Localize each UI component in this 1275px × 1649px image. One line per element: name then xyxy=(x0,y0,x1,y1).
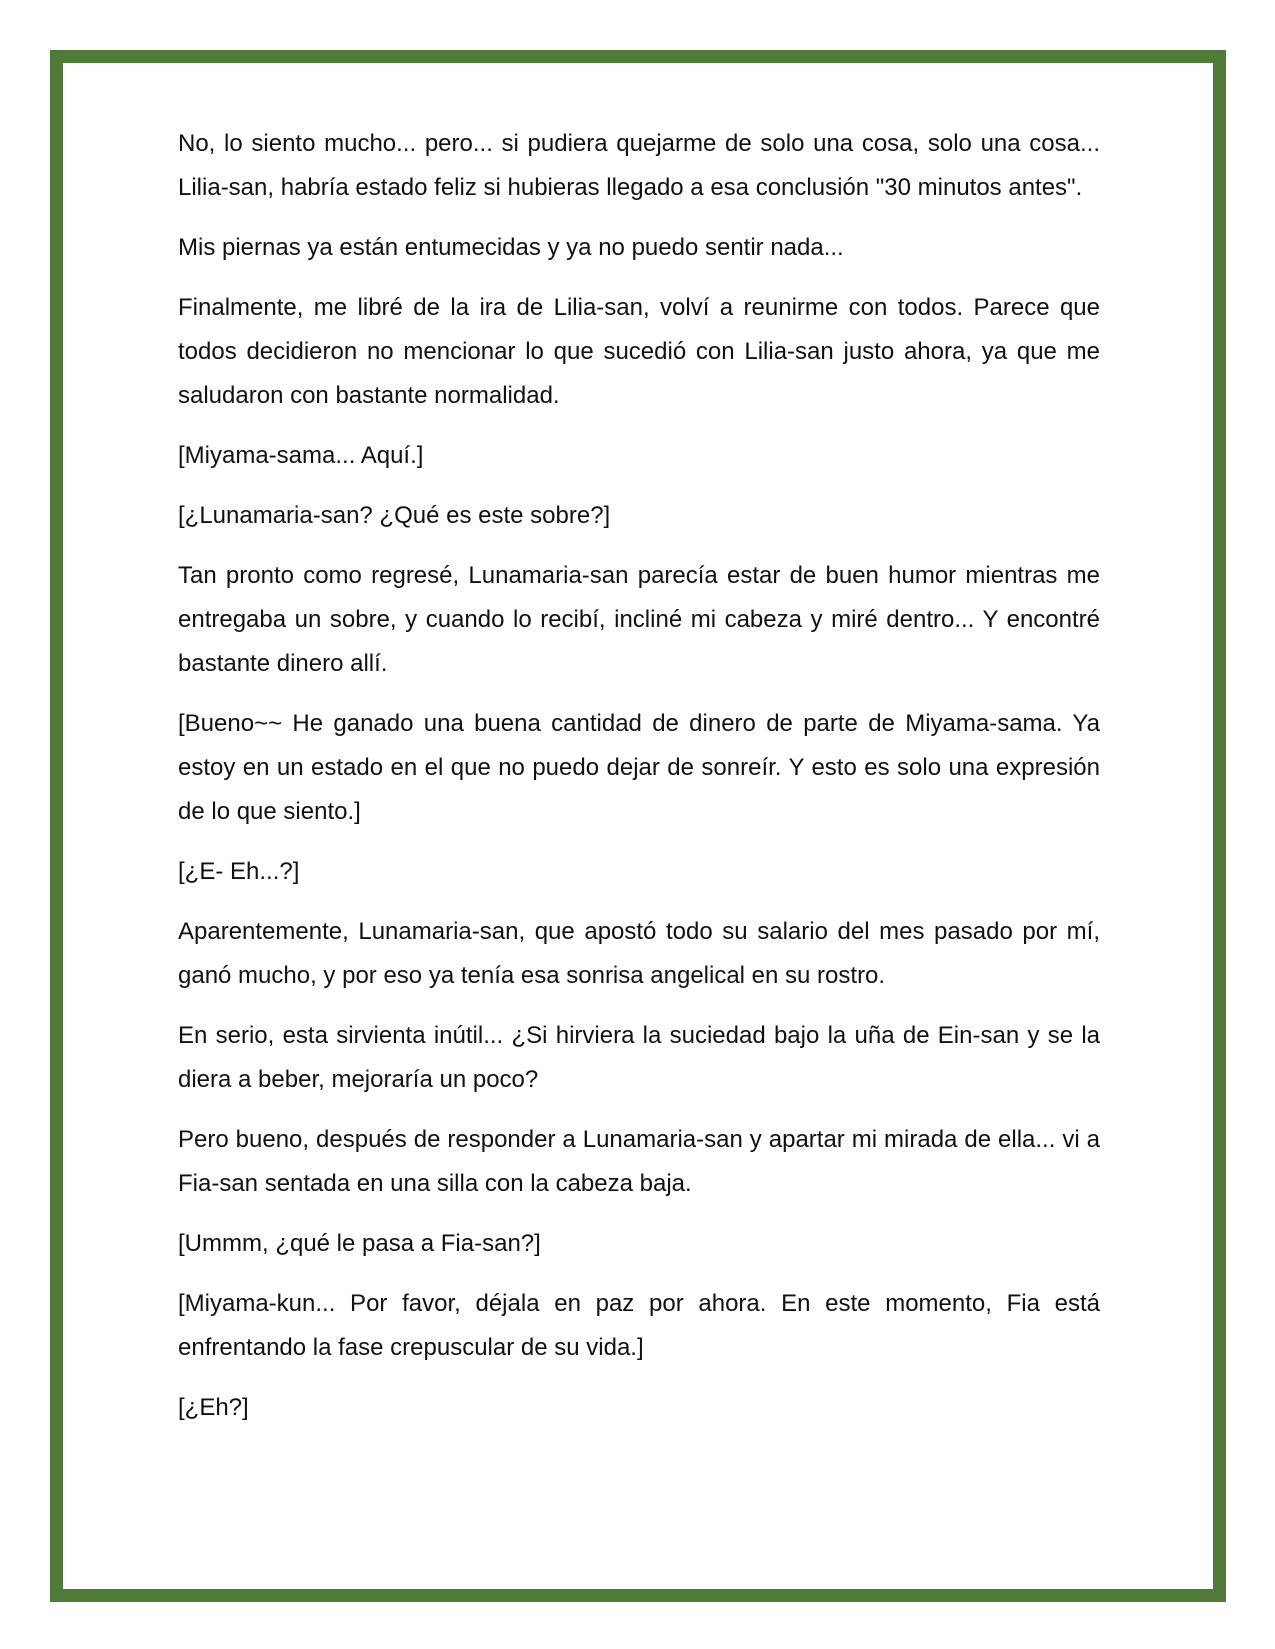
document-body xyxy=(178,122,1100,1446)
paragraph: Aparentemente, Lunamaria-san, que apostó todo su salario del mes pasado por mí, ganó mucho, y por eso ya tenía esa sonrisa angelical en su rostro. xyxy=(178,918,1100,989)
dialogue-line: [Miyama-sama... Aquí.] xyxy=(178,442,424,469)
paragraph: En serio, esta sirvienta inútil... ¿Si hirviera la suciedad bajo la uña de Ein-san y se la diera a beber, mejoraría un poco? xyxy=(178,1022,1100,1093)
paragraph: Finalmente, me libré de la ira de Lilia-san, volví a reunirme con todos. Parece que todos decidieron no mencionar lo que sucedió con Lilia-san justo ahora, ya que me saludaron con bastante normalidad. xyxy=(178,294,1100,409)
paragraph: Tan pronto como regresé, Lunamaria-san parecía estar de buen humor mientras me entregaba un sobre, y cuando lo recibí, incliné mi cabeza y miré dentro... Y encontré bastante dinero allí. xyxy=(178,562,1100,677)
paragraph: Mis piernas ya están entumecidas y ya no puedo sentir nada... xyxy=(178,234,844,261)
paragraph: Pero bueno, después de responder a Lunamaria-san y apartar mi mirada de ella... vi a Fia-san sentada en una silla con la cabeza baja. xyxy=(178,1126,1100,1197)
dialogue-line: [Bueno~~ He ganado una buena cantidad de dinero de parte de Miyama-sama. Ya estoy en un estado en el que no puedo dejar de sonreír. Y esto es solo una expresión de lo que siento.] xyxy=(178,710,1100,825)
dialogue-line: [¿E- Eh...?] xyxy=(178,858,300,885)
paragraph: No, lo siento mucho... pero... si pudiera quejarme de solo una cosa, solo una cosa... Lilia-san, habría estado feliz si hubieras llegado a esa conclusión "30 minutos antes". xyxy=(178,130,1100,201)
dialogue-line: [Ummm, ¿qué le pasa a Fia-san?] xyxy=(178,1230,541,1257)
dialogue-line: [¿Eh?] xyxy=(178,1394,249,1421)
dialogue-line: [Miyama-kun... Por favor, déjala en paz por ahora. En este momento, Fia está enfrentando la fase crepuscular de su vida.] xyxy=(178,1290,1100,1361)
dialogue-line: [¿Lunamaria-san? ¿Qué es este sobre?] xyxy=(178,502,611,529)
